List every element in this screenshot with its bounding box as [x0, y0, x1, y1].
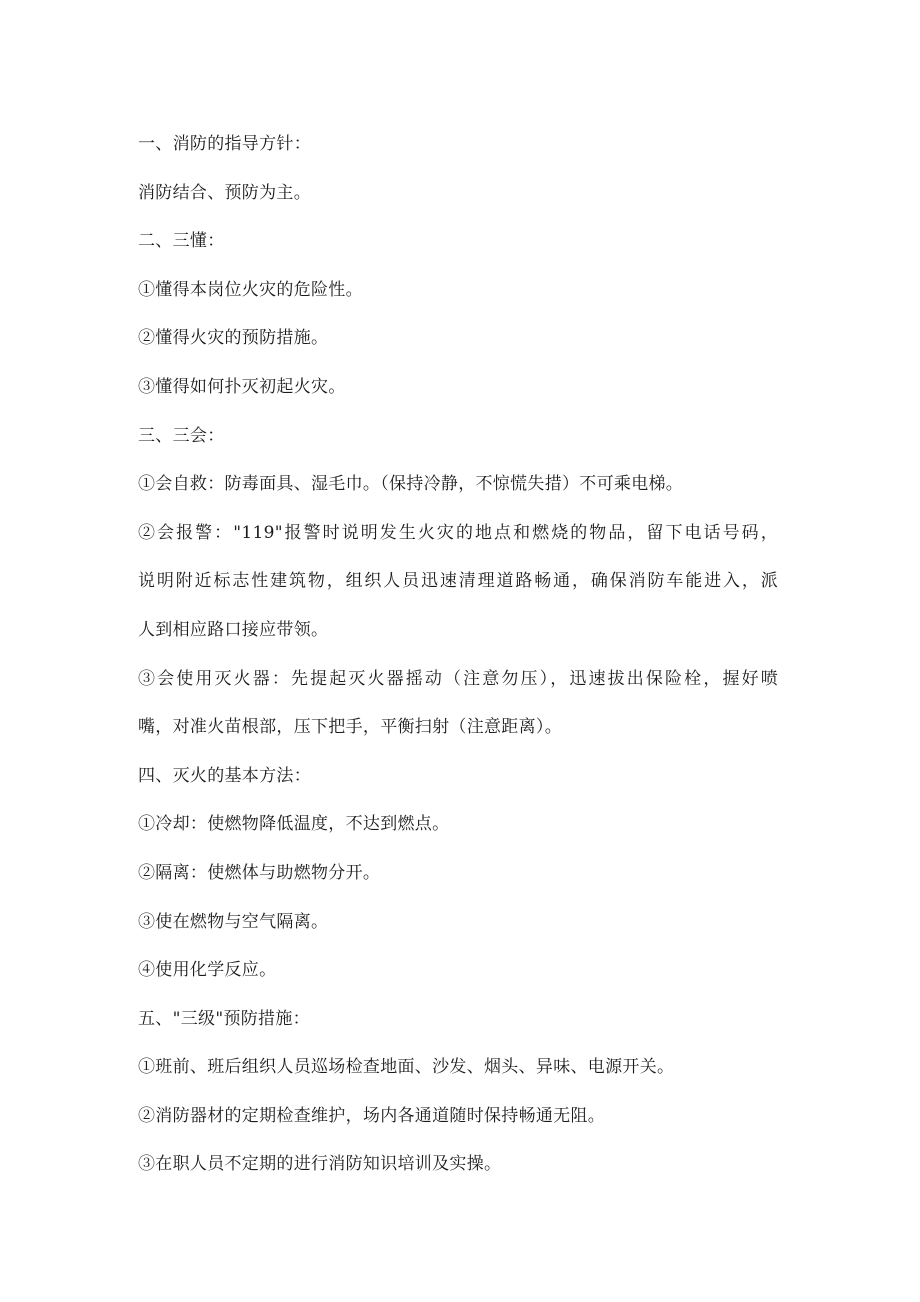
list-item-continuation: 嘴，对准火苗根部，压下把手，平衡扫射（注意距离）。: [138, 717, 562, 738]
paragraph-guideline: 消防结合、预防为主。: [138, 182, 311, 203]
list-item-continuation: 说明附近标志性建筑物，组织人员迅速清理道路畅通，确保消防车能进入，派: [138, 571, 778, 592]
list-item: ①冷却：使燃物降低温度，不达到燃点。: [138, 814, 450, 835]
list-item: ②隔离：使燃体与助燃物分开。: [138, 862, 381, 883]
list-item: ①懂得本岗位火灾的危险性。: [138, 279, 363, 300]
list-item: ②会报警："119"报警时说明发生火灾的地点和燃烧的物品，留下电话号码，: [138, 522, 778, 543]
list-item: ③懂得如何扑灭初起火灾。: [138, 376, 346, 397]
list-item: ③使在燃物与空气隔离。: [138, 911, 329, 932]
list-item: ①会自救：防毒面具、湿毛巾。（保持冷静，不惊慌失措）不可乘电梯。: [138, 474, 684, 495]
list-item: ②消防器材的定期检查维护，场内各通道随时保持畅通无阻。: [138, 1105, 606, 1126]
document-body: [138, 120, 778, 1189]
heading-extinguish-methods: 四、灭火的基本方法：: [138, 765, 311, 786]
list-item: ②懂得火灾的预防措施。: [138, 328, 329, 349]
list-item: ④使用化学反应。: [138, 960, 277, 981]
heading-three-can: 三、三会：: [138, 425, 225, 446]
heading-three-level-prevention: 五、"三级"预防措施：: [138, 1008, 310, 1029]
list-item: ③在职人员不定期的进行消防知识培训及实操。: [138, 1154, 502, 1175]
heading-guideline: 一、消防的指导方针：: [138, 134, 311, 154]
heading-three-understand: 二、三懂：: [138, 231, 225, 252]
list-item-continuation: 人到相应路口接应带领。: [138, 619, 329, 640]
list-item: ③会使用灭火器：先提起灭火器摇动（注意勿压），迅速拔出保险栓，握好喷: [138, 668, 778, 689]
list-item: ①班前、班后组织人员巡场检查地面、沙发、烟头、异味、电源开关。: [138, 1057, 675, 1078]
